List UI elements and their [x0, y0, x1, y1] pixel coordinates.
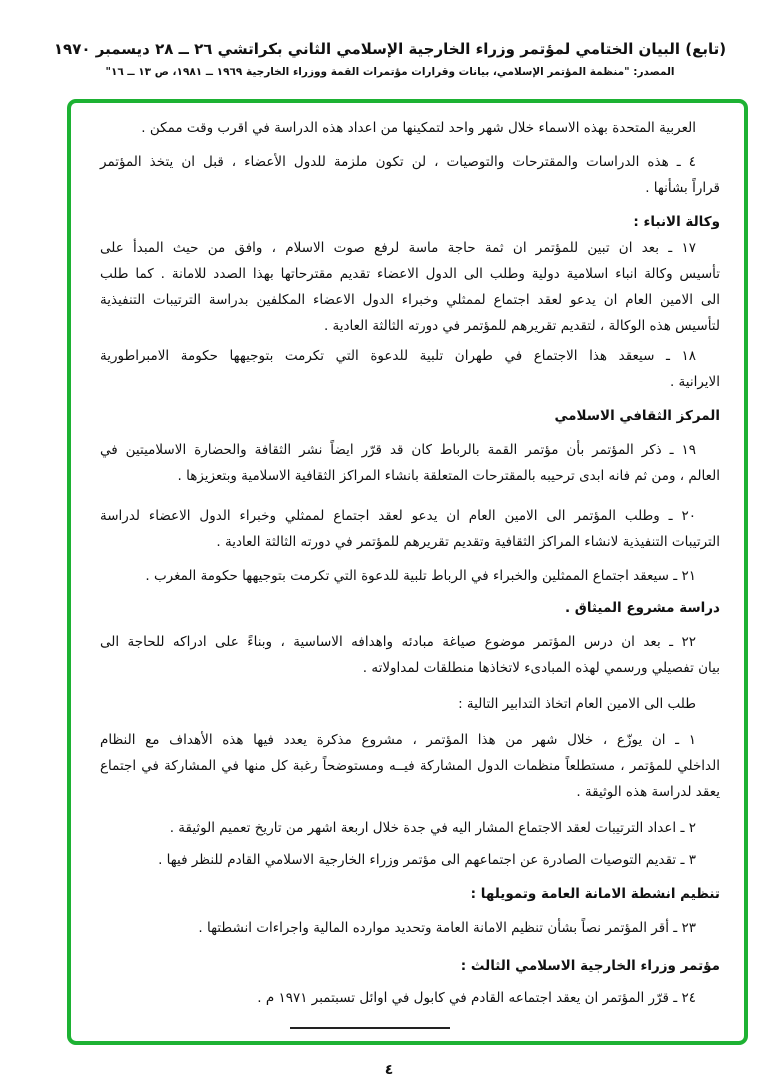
section-heading — [100, 953, 720, 979]
text-line: مؤتمر وزراء الخارجية الاسلامي الثالث : — [460, 958, 720, 974]
paragraph — [100, 563, 720, 589]
text-line: العالم ، ومن ثم فانه ابدى ترحيبه بالمقترحات المتعلقة بانشاء المراكز الثقافية الاسلامية وبتعزيزها . — [177, 468, 720, 484]
paragraph — [100, 503, 720, 555]
text-line: ٢٤ ـ قرّر المؤتمر ان يعقد اجتماعه القادم في كابول في اوائل تسبتمبر ١٩٧١ م . — [257, 990, 696, 1006]
text-line: ١٩ ـ ذكر المؤتمر بأن مؤتمر القمة بالرباط كان قد قرّر ايضاً نشر الثقافة والحضارة الاسلاميتين في — [100, 442, 696, 458]
text-line: الى الامين العام ان يدعو لعقد اجتماع لممثلي وخبراء الدول الاعضاء المكلفين بدراسة الترتيبات التنفيذية — [100, 292, 720, 308]
text-line: وكالة الانباء : — [633, 214, 720, 230]
paragraph — [100, 149, 720, 201]
text-line: العربية المتحدة بهذه الاسماء خلال شهر واحد لتمكينها من اعداد هذه الدراسة في اقرب وقت ممكن . — [141, 120, 696, 136]
text-line: تأسيس وكالة انباء اسلامية دولية وطلب الى الدول الاعضاء تقديم مقترحاتها بهذا الصدد للامانة . كما طلب — [100, 266, 720, 282]
paragraph — [100, 815, 720, 841]
text-line: الترتيبات التنفيذية لانشاء المراكز الثقافية وتقديم تقريرهم للمؤتمر في دورته الثالثة العادية . — [216, 534, 720, 550]
paragraph — [100, 115, 720, 141]
text-line: ٢١ ـ سيعقد اجتماع الممثلين والخبراء في الرباط تلبية للدعوة التي تكرمت بتوجيهها حكومة المغرب . — [145, 568, 696, 584]
paragraph — [100, 727, 720, 805]
paragraph — [100, 847, 720, 873]
text-line: ٢٠ ـ وطلب المؤتمر الى الامين العام ان يدعو لعقد اجتماع لممثلي وخبراء الدول الاعضاء لدراسة — [100, 508, 696, 524]
text-line: الداخلي للمؤتمر ، مستطلعاً منظمات الدول المشاركة فيــه ومستوضحاً رغبة كل منها في المشاركة في اجتماع — [100, 758, 720, 774]
section-heading — [100, 403, 720, 429]
page-number: ٤ — [384, 1062, 394, 1078]
paragraph — [100, 437, 720, 489]
section-heading — [100, 595, 720, 621]
text-line: ١٨ ـ سيعقد هذا الاجتماع في طهران تلبية للدعوة التي تكرمت بتوجيهها حكومة الامبراطورية — [100, 348, 696, 364]
paragraph — [100, 691, 720, 717]
section-heading — [100, 209, 720, 235]
text-line: ٢٣ ـ أقر المؤتمر نصاً بشأن تنظيم الامانة العامة وتحديد موارده المالية واجراءات انشطتها . — [198, 920, 696, 936]
document-title: (تابع) البيان الختامي لمؤتمر وزراء الخارجية الإسلامي الثاني بكراتشي ٢٦ ــ ٢٨ ديسمبر ١٩٧٠ — [53, 40, 727, 58]
text-line: تنظيم انشطة الامانة العامة وتمويلها : — [470, 886, 720, 902]
text-line: ٤ ـ هذه الدراسات والمقترحات والتوصيات ، لن تكون ملزمة للدول الأعضاء ، قبل ان يتخذ المؤتمر — [100, 154, 696, 170]
paragraph — [100, 235, 720, 339]
text-line: ٢ ـ اعداد الترتيبات لعقد الاجتماع المشار اليه في جدة خلال اربعة اشهر من تاريخ تعميم الوثيقة . — [169, 820, 696, 836]
paragraph — [100, 915, 720, 941]
text-line: دراسة مشروع الميثاق . — [564, 600, 720, 616]
paragraph — [100, 343, 720, 395]
paragraph — [100, 629, 720, 681]
source-citation: المصدر: "منظمة المؤتمر الإسلامي، بيانات وقرارات مؤتمرات القمة ووزراء الخارجية ١٩٦٩ ــ ١٩٨١، ص ١٣ ــ ١٦" — [105, 66, 675, 78]
text-line: ١٧ ـ بعد ان تبين للمؤتمر ان ثمة حاجة ماسة لرفع صوت الاسلام ، وافق من حيث المبدأ على — [100, 240, 696, 256]
text-line: ٣ ـ تقديم التوصيات الصادرة عن اجتماعهم الى مؤتمر وزراء الخارجية الاسلامي القادم للنظر فيها . — [158, 852, 696, 868]
text-line: لتأسيس هذه الوكالة ، لتقديم تقريرهم للمؤتمر في دورته الثالثة العادية . — [323, 318, 720, 334]
section-heading — [100, 881, 720, 907]
end-rule — [290, 1027, 450, 1029]
text-line: الايرانية . — [669, 374, 720, 390]
text-line: ٢٢ ـ بعد ان درس المؤتمر موضوع صياغة مبادئه واهدافه الاساسية ، وبناءً على ادراكه للحاجة الى — [100, 634, 696, 650]
text-line: المركز الثقافي الاسلامي — [554, 408, 720, 424]
text-line: قراراً بشأنها . — [645, 180, 720, 196]
text-line: ١ ـ ان يوزّع ، خلال شهر من هذا المؤتمر ، مشروع مذكرة يعدد فيها هذه الأهداف مع النظام — [100, 732, 696, 748]
paragraph — [100, 985, 720, 1011]
text-line: يعقد لدراسة هذه الوثيقة . — [576, 784, 720, 800]
text-line: طلب الى الامين العام اتخاذ التدابير التالية : — [458, 696, 696, 712]
text-line: بيان تفصيلي ورسمي لهذه المبادىء لاتخاذها منطلقات لمداولاته . — [362, 660, 720, 676]
